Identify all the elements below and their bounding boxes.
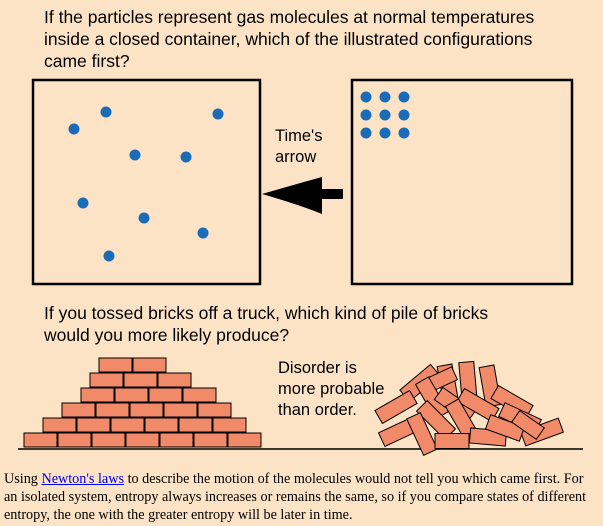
- question-line: would you more likely produce?: [44, 325, 290, 345]
- brick: [133, 358, 166, 372]
- brick-pile-disordered: [375, 361, 563, 455]
- molecule: [399, 110, 410, 121]
- label-line: Disorder is: [278, 359, 357, 377]
- molecule: [380, 92, 391, 103]
- brick: [124, 373, 157, 387]
- molecule: [213, 109, 224, 120]
- molecule: [181, 152, 192, 163]
- container-disordered: [33, 80, 260, 284]
- molecule: [78, 198, 89, 209]
- brick: [160, 433, 193, 447]
- molecule: [104, 251, 115, 262]
- brick: [158, 373, 191, 387]
- question-line: If the particles represent gas molecules at normal temperatures: [44, 7, 535, 27]
- brick: [164, 403, 197, 417]
- molecule: [380, 128, 391, 139]
- brick: [183, 388, 216, 402]
- question-line: If you tossed bricks off a truck, which kind of pile of bricks: [44, 303, 489, 323]
- molecules-spread: [69, 107, 224, 262]
- molecule: [399, 92, 410, 103]
- molecule: [399, 128, 410, 139]
- brick-pyramid: [24, 358, 261, 447]
- brick: [58, 433, 91, 447]
- brick: [111, 418, 144, 432]
- brick: [198, 403, 231, 417]
- brick: [126, 433, 159, 447]
- label-line: arrow: [275, 148, 317, 166]
- explanation-suffix: to describe the motion of the molecules would not tell you which came first. For an isolated system, entropy always increases or remains the same, so if you compare states of different entropy, the one with the greater entropy will be later in time.: [4, 471, 587, 523]
- molecule: [101, 107, 112, 118]
- molecule: [139, 213, 150, 224]
- newtons-laws-link[interactable]: Newton's laws: [41, 471, 125, 487]
- question-line: came first?: [44, 51, 130, 71]
- brick: [90, 373, 123, 387]
- times-arrow-label: [275, 126, 322, 168]
- molecule: [361, 128, 372, 139]
- brick: [228, 433, 261, 447]
- label-line: Time's: [275, 127, 323, 145]
- brick: [194, 433, 227, 447]
- times-arrow-icon: [262, 177, 343, 214]
- molecule: [130, 150, 141, 161]
- brick: [435, 434, 469, 449]
- molecule: [361, 92, 372, 103]
- molecule: [69, 124, 80, 135]
- molecule: [380, 110, 391, 121]
- question-line: inside a closed container, which of the illustrated configurations: [44, 29, 533, 49]
- brick: [92, 433, 125, 447]
- brick: [99, 358, 132, 372]
- brick: [213, 418, 246, 432]
- disorder-label: [278, 358, 384, 421]
- molecule: [361, 110, 372, 121]
- explanation-paragraph: [4, 470, 599, 524]
- molecule: [198, 228, 209, 239]
- brick: [130, 403, 163, 417]
- label-line: more probable: [278, 380, 385, 398]
- brick: [179, 418, 212, 432]
- brick: [62, 403, 95, 417]
- brick: [96, 403, 129, 417]
- brick: [81, 388, 114, 402]
- brick: [115, 388, 148, 402]
- molecules-clustered: [361, 92, 410, 139]
- brick: [77, 418, 110, 432]
- brick: [24, 433, 57, 447]
- brick: [149, 388, 182, 402]
- explanation-prefix: Using: [4, 471, 42, 487]
- brick: [43, 418, 76, 432]
- label-line: than order.: [278, 401, 357, 419]
- question-bricks: [44, 302, 584, 346]
- brick: [145, 418, 178, 432]
